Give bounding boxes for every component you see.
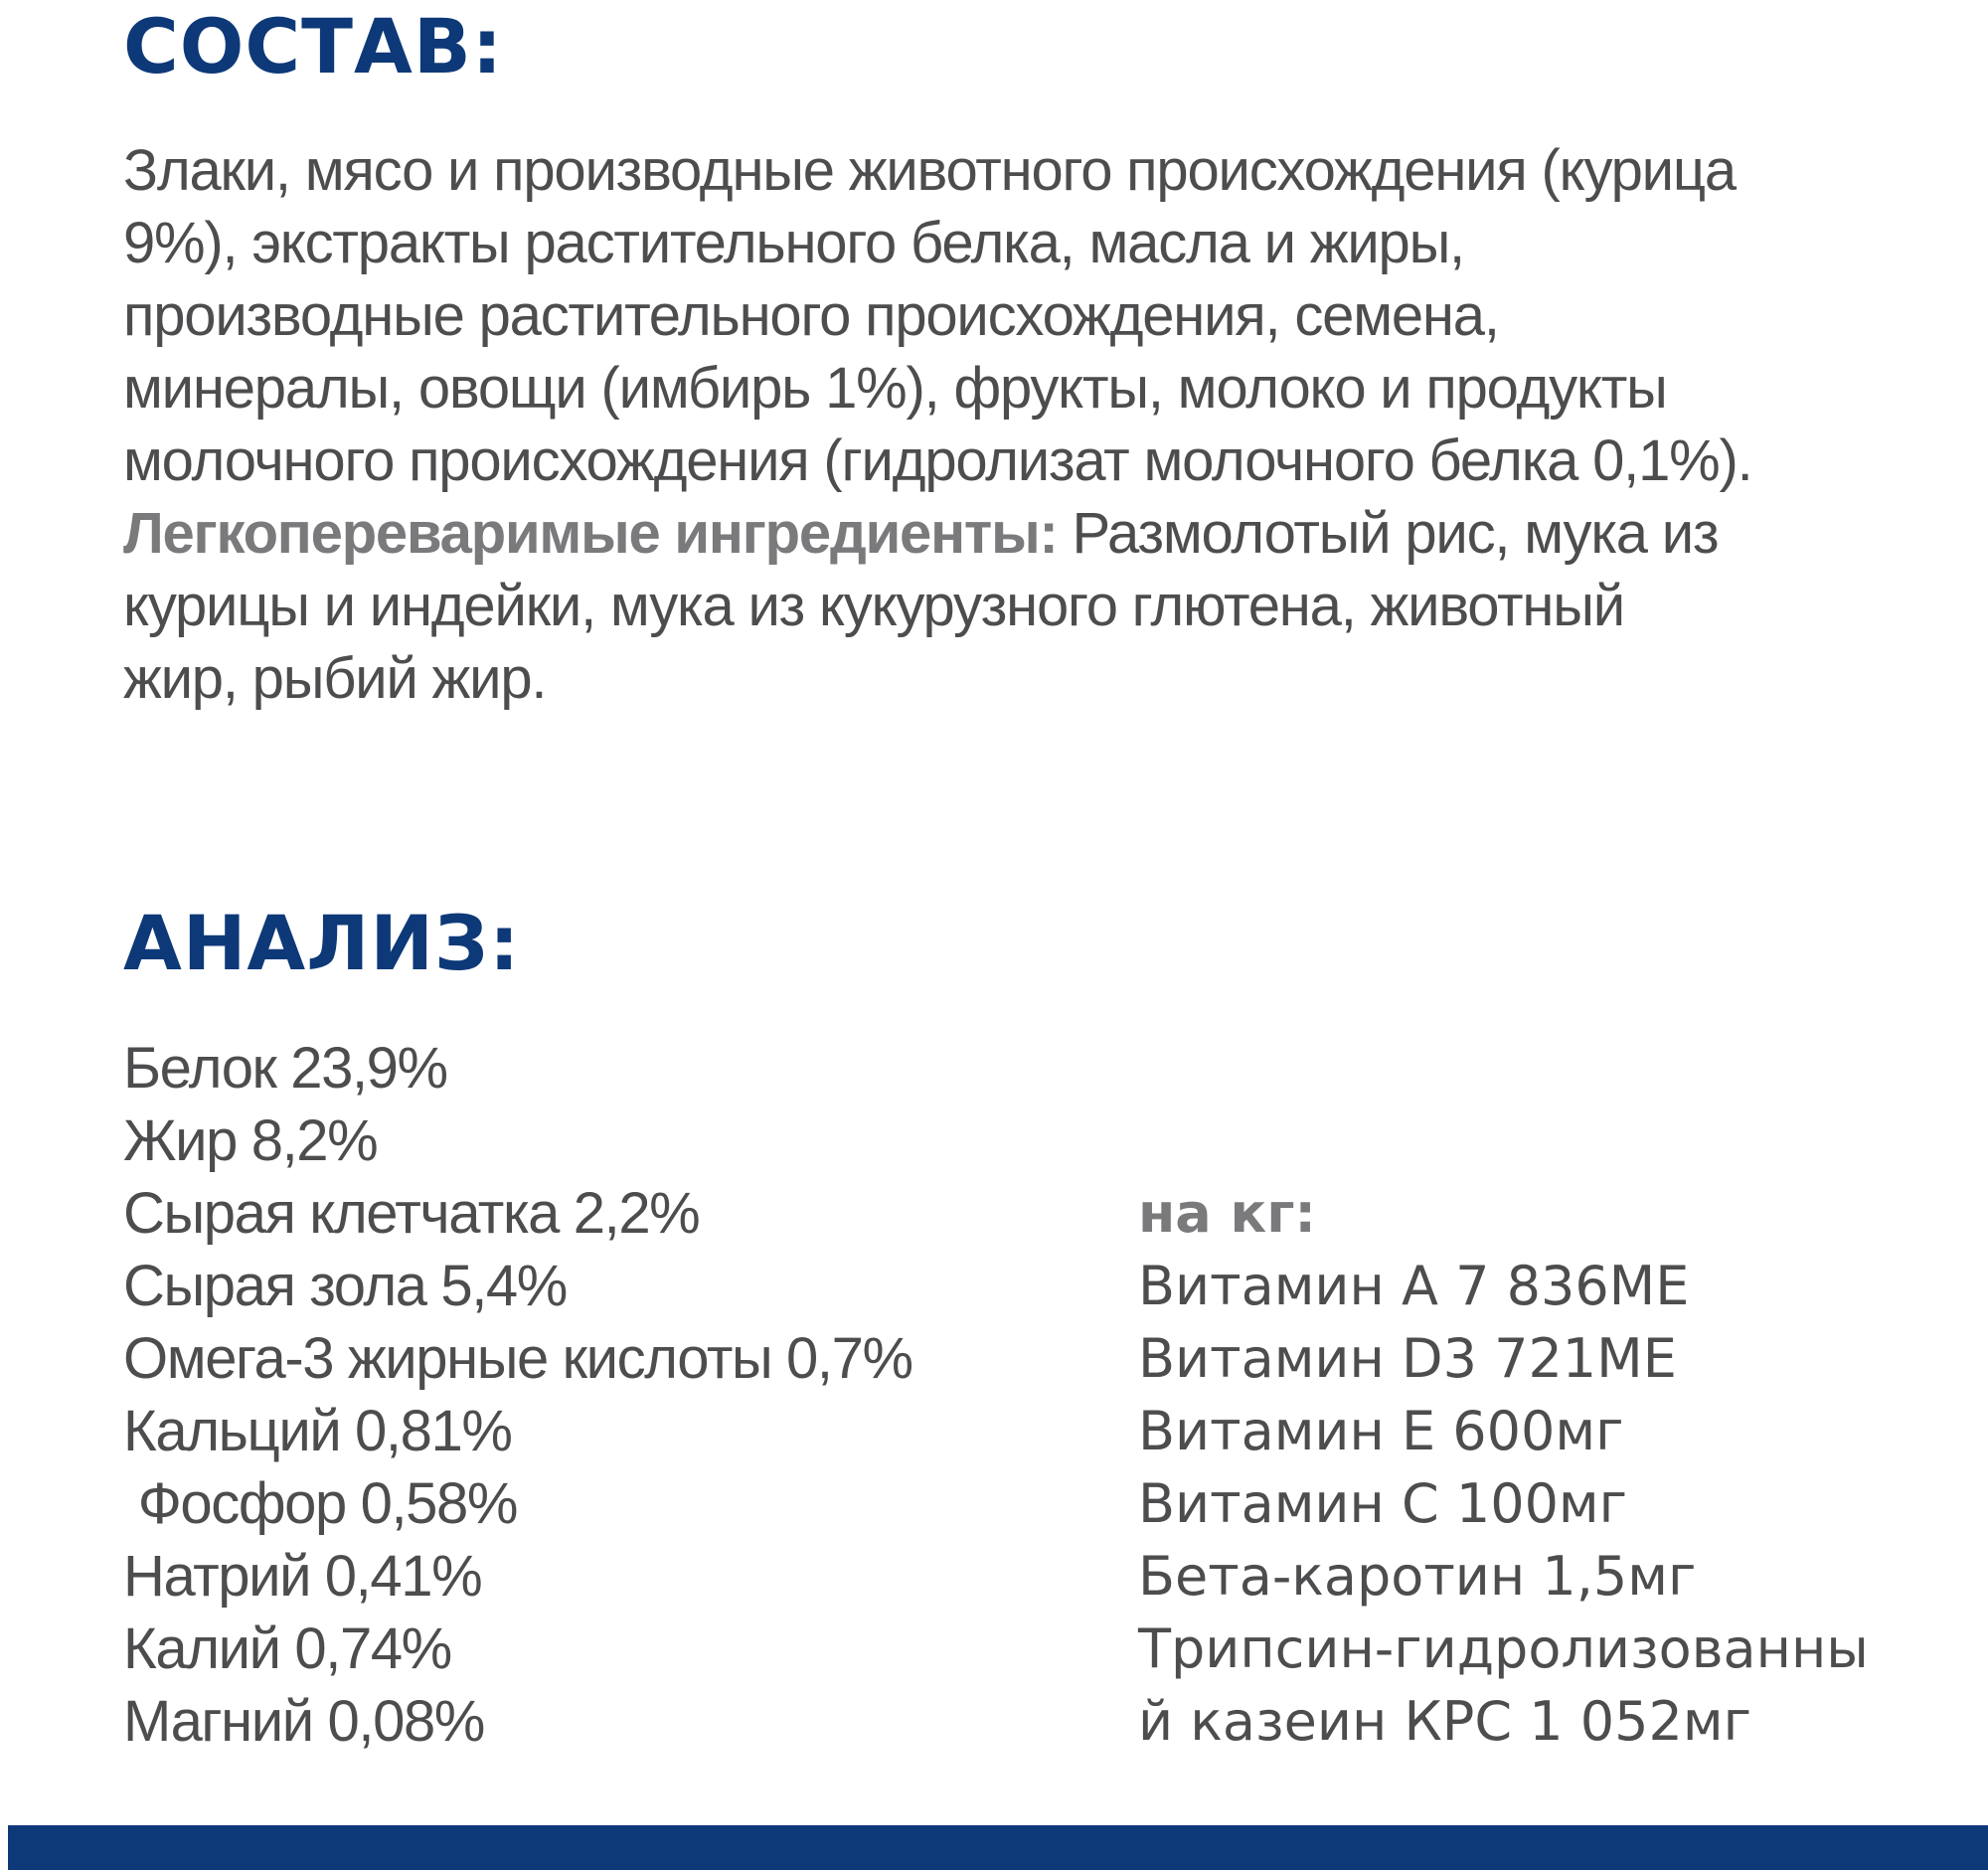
composition-text: [123, 134, 1952, 715]
per-kg-item: Трипсин-гидролизованны: [1138, 1617, 1869, 1680]
per-kg-item: Витамин А 7 836МЕ: [1138, 1255, 1690, 1317]
composition-line: молочного происхождения (гидролизат молочного белка 0,1%).: [123, 428, 1752, 493]
digestible-ingredients-line: [123, 497, 1952, 570]
analysis-item: Сырая клетчатка 2,2%: [123, 1181, 700, 1246]
analysis-item: Сырая зола 5,4%: [123, 1254, 567, 1318]
analysis-item: Натрий 0,41%: [123, 1544, 482, 1609]
composition-line: 9%), экстракты растительного белка, масла и жиры,: [123, 211, 1464, 275]
composition-line: минералы, овощи (имбирь 1%), фрукты, молоко и продукты: [123, 356, 1667, 421]
composition-line: Злаки, мясо и производные животного происхождения (курица: [123, 138, 1736, 203]
per-kg-list: [1138, 1250, 1869, 1758]
composition-line: производные растительного происхождения, семена,: [123, 283, 1499, 348]
digestible-ingredients-text: Размолотый рис, мука из: [1057, 501, 1719, 566]
digestible-ingredients-line: курицы и индейки, мука из кукурузного глютена, животный: [123, 574, 1624, 638]
per-kg-block: [1138, 1177, 1869, 1758]
digestible-ingredients-line: жир, рыбий жир.: [123, 646, 547, 711]
analysis-item: Омега-3 жирные кислоты 0,7%: [123, 1326, 912, 1391]
analysis-item: Магний 0,08%: [123, 1689, 484, 1754]
analysis-item: Жир 8,2%: [123, 1108, 378, 1173]
composition-heading: СОСТАВ:: [123, 2, 504, 90]
per-kg-item: й казеин КРС 1 052мг: [1138, 1690, 1751, 1753]
digestible-ingredients-label: Легкопереваримые ингредиенты:: [123, 501, 1058, 566]
footer-bar: [8, 1825, 1988, 1870]
analysis-item: Калий 0,74%: [123, 1616, 451, 1681]
analysis-item: Кальций 0,81%: [123, 1399, 512, 1463]
analysis-heading: АНАЛИЗ:: [123, 899, 521, 987]
analysis-list: [123, 1032, 912, 1758]
analysis-item: Фосфор 0,58%: [123, 1471, 518, 1536]
per-kg-item: Витамин D3 721МЕ: [1138, 1327, 1677, 1390]
per-kg-item: Бета-каротин 1,5мг: [1138, 1545, 1697, 1608]
analysis-item: Белок 23,9%: [123, 1036, 447, 1101]
per-kg-item: Витамин С 100мг: [1138, 1472, 1628, 1535]
per-kg-title: на кг:: [1138, 1182, 1317, 1245]
per-kg-item: Витамин Е 600мг: [1138, 1400, 1624, 1462]
